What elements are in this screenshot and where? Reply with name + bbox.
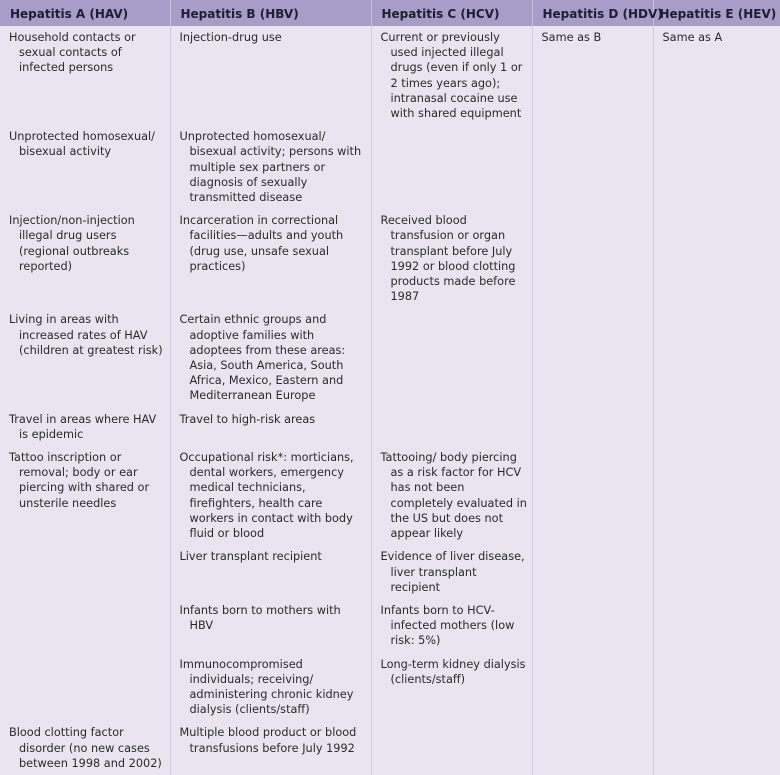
- cell-hbv: [170, 125, 371, 209]
- table-row: [0, 599, 780, 653]
- cell-text: Travel in areas where HAV is epidemic: [9, 412, 157, 441]
- table-row: [0, 721, 780, 775]
- cell-text: Living in areas with increased rates of HAV (children at greatest risk): [9, 313, 163, 357]
- cell-text: Same as B: [541, 31, 602, 44]
- table-row: [0, 653, 780, 722]
- cell-hbv: [170, 545, 371, 599]
- cell-text: Infants born to HCV-infected mothers (low risk: 5%): [380, 603, 515, 648]
- cell-text: Tattooing/ body piercing as a risk factor for HCV has not been completely evaluated in the US but does not appear likely: [380, 451, 527, 541]
- cell-hev: [653, 26, 780, 125]
- cell-text: Long-term kidney dialysis (clients/staff): [380, 657, 526, 686]
- cell-hcv: [371, 599, 532, 653]
- cell-hav: [0, 26, 170, 125]
- header-hav: Hepatitis A (HAV): [0, 0, 170, 26]
- cell-hbv: [170, 209, 371, 308]
- cell-hav: [0, 308, 170, 407]
- header-hev: Hepatitis E (HEV): [653, 0, 780, 26]
- cell-text: Unprotected homosexual/ bisexual activity; persons with multiple sex partners or diagnosis of sexually transmitted disease: [179, 130, 362, 205]
- cell-hev: [653, 446, 780, 545]
- cell-hbv: [170, 308, 371, 407]
- cell-hav: [0, 446, 170, 545]
- cell-text: Household contacts or sexual contacts of infected persons: [9, 31, 136, 75]
- cell-hev: [653, 408, 780, 446]
- cell-hev: [653, 653, 780, 722]
- cell-hev: [653, 721, 780, 775]
- table-row: [0, 446, 780, 545]
- cell-text: Occupational risk*: morticians, dental workers, emergency medical technicians, firefighters, health care workers in contact with body fluid or blood: [179, 451, 354, 541]
- cell-hdv: [532, 446, 653, 545]
- cell-hdv: [532, 721, 653, 775]
- cell-hdv: [532, 125, 653, 209]
- table-body: [0, 26, 780, 775]
- cell-hdv: [532, 599, 653, 653]
- cell-text: Blood clotting factor disorder (no new cases between 1998 and 2002): [9, 726, 162, 770]
- table-row: [0, 209, 780, 308]
- cell-hav: [0, 721, 170, 775]
- cell-text: Evidence of liver disease, liver transplant recipient: [380, 550, 525, 594]
- cell-hbv: [170, 721, 371, 775]
- cell-hdv: [532, 653, 653, 722]
- cell-hbv: [170, 446, 371, 545]
- cell-hcv: [371, 26, 532, 125]
- table-row: [0, 545, 780, 599]
- cell-hav: [0, 125, 170, 209]
- cell-hdv: [532, 26, 653, 125]
- cell-text: Incarceration in correctional facilities—adults and youth (drug use, unsafe sexual practices): [179, 214, 344, 273]
- cell-text: Infants born to mothers with HBV: [179, 603, 341, 633]
- table-row: [0, 408, 780, 446]
- cell-hdv: [532, 408, 653, 446]
- cell-text: Immunocompromised individuals; receiving/ administering chronic kidney dialysis (clients/staff): [179, 657, 354, 717]
- table-row: [0, 125, 780, 209]
- header-hdv: Hepatitis D (HDV): [532, 0, 653, 26]
- cell-hcv: [371, 308, 532, 407]
- cell-text: Certain ethnic groups and adoptive families with adoptees from these areas: Asia, South America, South Africa, Mexico, Eastern and Mediterranean Europe: [179, 313, 346, 403]
- cell-text: Multiple blood product or blood transfusions before July 1992: [179, 726, 357, 755]
- cell-hav: [0, 209, 170, 308]
- table-row: [0, 26, 780, 125]
- cell-hbv: [170, 599, 371, 653]
- cell-text: Same as A: [662, 31, 723, 44]
- cell-hcv: [371, 209, 532, 308]
- cell-hav: [0, 599, 170, 653]
- cell-text: Tattoo inscription or removal; body or ear piercing with shared or unsterile needles: [9, 451, 150, 510]
- cell-hcv: [371, 721, 532, 775]
- cell-hcv: [371, 545, 532, 599]
- cell-hev: [653, 545, 780, 599]
- cell-hdv: [532, 209, 653, 308]
- cell-text: Injection/non-injection illegal drug users (regional outbreaks reported): [9, 214, 135, 273]
- cell-text: Injection-drug use: [179, 31, 282, 44]
- table-header: [0, 0, 780, 26]
- cell-hdv: [532, 545, 653, 599]
- cell-text: Current or previously used injected illegal drugs (even if only 1 or 2 times years ago); intranasal cocaine use with shared equipment: [380, 31, 523, 121]
- cell-hbv: [170, 408, 371, 446]
- cell-hav: [0, 408, 170, 446]
- cell-hev: [653, 209, 780, 308]
- cell-hbv: [170, 653, 371, 722]
- cell-hav: [0, 545, 170, 599]
- cell-text: Unprotected homosexual/ bisexual activity: [9, 130, 155, 159]
- cell-hcv: [371, 446, 532, 545]
- cell-hdv: [532, 308, 653, 407]
- cell-hev: [653, 599, 780, 653]
- cell-hev: [653, 308, 780, 407]
- cell-hcv: [371, 125, 532, 209]
- cell-text: Liver transplant recipient: [179, 550, 322, 564]
- cell-hbv: [170, 26, 371, 125]
- cell-text: Received blood transfusion or organ transplant before July 1992 or blood clotting products made before 1987: [380, 214, 516, 304]
- cell-hcv: [371, 408, 532, 446]
- cell-hcv: [371, 653, 532, 722]
- cell-hav: [0, 653, 170, 722]
- header-hbv: Hepatitis B (HBV): [170, 0, 371, 26]
- table-row: [0, 308, 780, 407]
- header-row: [0, 0, 780, 26]
- cell-hev: [653, 125, 780, 209]
- header-hcv: Hepatitis C (HCV): [371, 0, 532, 26]
- cell-text: Travel to high-risk areas: [179, 412, 316, 426]
